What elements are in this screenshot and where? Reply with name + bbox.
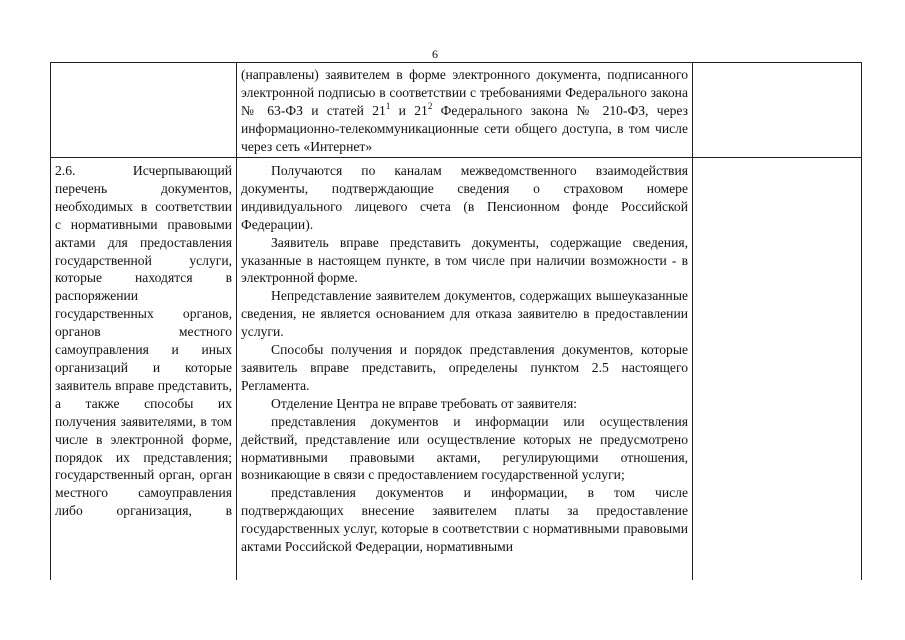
section-notes-cell <box>693 63 862 158</box>
content-paragraph: Способы получения и порядок представления документов, которые заявитель вправе представить, определены пунктом 2.5 настоящего Регламента. <box>241 342 688 393</box>
content-paragraph: (направлены) заявителем в форме электронного документа, подписанного электронной подписью в соответствии с требованиями Федерального закона № 63-ФЗ и статей $21^1$ и $21^2$ Федерального закона № 210-ФЗ, через информационно-телекоммуникационные сети общего доступа, в том числе через сеть «Интернет» <box>241 67 688 154</box>
table-row <box>51 63 862 158</box>
table-row <box>51 158 862 581</box>
regulation-table <box>50 62 862 580</box>
page-number: 6 <box>432 47 438 61</box>
content-paragraph: Отделение Центра не вправе требовать от заявителя: <box>271 395 577 411</box>
content-paragraph: Заявитель вправе представить документы, содержащие сведения, указанные в настоящем пункте, в том числе при наличии возможности - в электронной форме. <box>241 234 688 286</box>
content-paragraph: представления документов и информации или осуществления действий, представление или осуществление которых не предусмотрено нормативными правовыми актами, регулирующими отношения, возникающие в связи с предоставлением государственной услуги; <box>241 413 688 483</box>
section-content-cell <box>237 158 693 581</box>
content-paragraph: представления документов и информации, в том числе подтверждающих внесение заявителем платы за предоставление государственных услуг, которые в соответствии с нормативными правовыми актами Российской Федерации, нормативными <box>241 485 688 555</box>
content-paragraph: Непредставление заявителем документов, содержащих вышеуказанные сведения, не является основанием для отказа заявителю в предоставлении услуги. <box>241 288 688 340</box>
section-title-cell <box>51 63 237 158</box>
section-title-cell: 2.6. Исчерпывающий перечень документов, необходимых в соответствии с нормативными правовыми актами для предоставления государственной услуги, которые находятся в распоряжении государственных органов, органов местного самоуправления и иных организаций и которые заявитель вправе представить, а также способы их получения заявителями, в том числе в электронной форме, порядок их представления; государственный орган, орган местного самоуправления либо организация, в <box>51 158 237 581</box>
section-content-cell <box>237 63 693 158</box>
content-paragraph: Получаются по каналам межведомственного взаимодействия документы, подтверждающие сведения о страховом номере индивидуального лицевого счета (в Пенсионном фонде Российской Федерации). <box>241 163 688 232</box>
section-notes-cell <box>693 158 862 581</box>
